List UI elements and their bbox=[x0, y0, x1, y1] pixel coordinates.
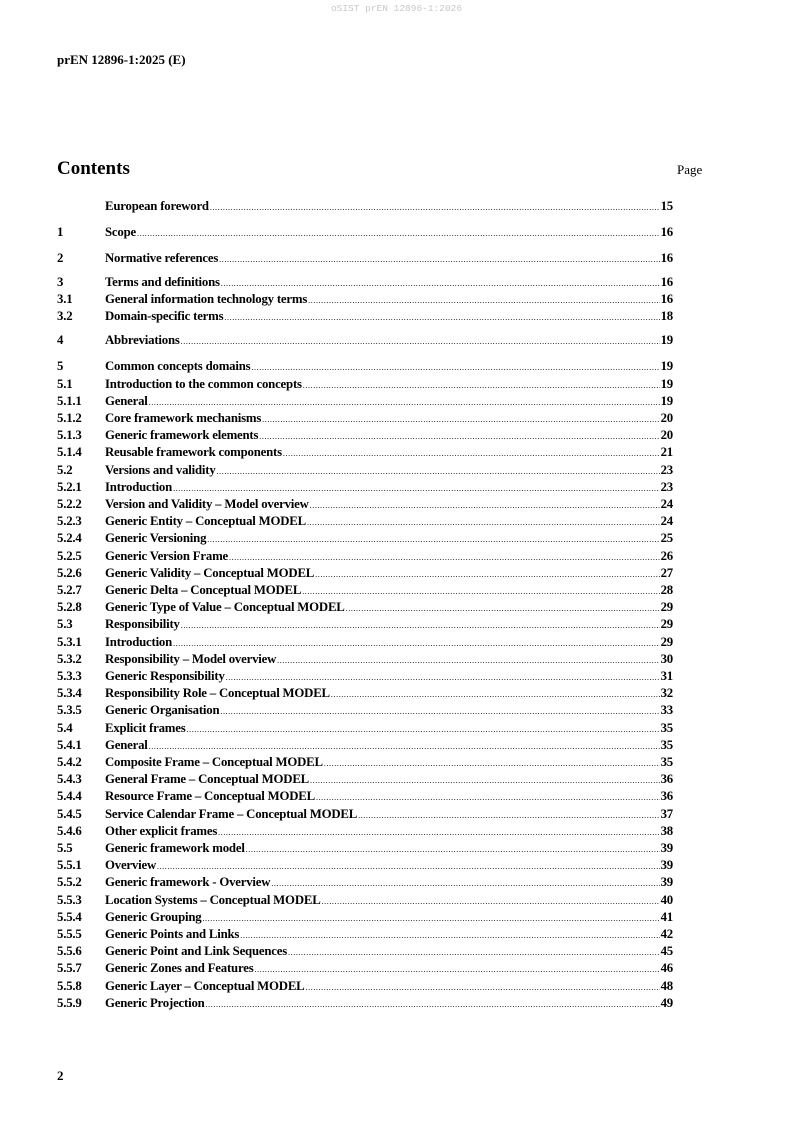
toc-entry-title: Introduction bbox=[105, 479, 173, 494]
toc-entry-title: General bbox=[105, 393, 148, 408]
toc-entry-number: 5.3 bbox=[57, 617, 73, 632]
toc-entry-number: 5.5.7 bbox=[57, 961, 82, 976]
toc-entry-number: 5.2.7 bbox=[57, 583, 82, 597]
toc-entry-number: 5.5.6 bbox=[57, 944, 82, 959]
toc-entry-page: 20 bbox=[660, 428, 673, 443]
toc-entry-number: 1 bbox=[57, 225, 64, 239]
toc-entry-page: 36 bbox=[660, 789, 673, 804]
toc-entry-number: 5.3.2 bbox=[57, 651, 82, 666]
toc-entry-page: 33 bbox=[660, 703, 673, 718]
toc-entry-number: 5.5.9 bbox=[57, 995, 82, 1010]
dot-leader bbox=[206, 1000, 660, 1009]
toc-entry-title: Explicit frames bbox=[105, 720, 186, 735]
toc-entry-title: General bbox=[105, 737, 148, 752]
toc-entry-title: Introduction bbox=[105, 634, 173, 649]
toc-entry-number: 5.2.5 bbox=[57, 548, 82, 563]
toc-entry-page: 35 bbox=[660, 755, 673, 769]
toc-entry[interactable] bbox=[57, 755, 673, 772]
document-id: prEN 12896-1:2025 (E) bbox=[57, 52, 186, 67]
toc-entry-page: 19 bbox=[660, 393, 673, 408]
dot-leader bbox=[218, 828, 659, 837]
toc-entry-number: 4 bbox=[57, 333, 64, 348]
dot-leader bbox=[219, 255, 659, 264]
dot-leader bbox=[331, 690, 660, 699]
toc-entry[interactable] bbox=[57, 583, 673, 600]
toc-entry-title: Common concepts domains bbox=[105, 359, 251, 374]
toc-entry-page: 39 bbox=[660, 841, 673, 855]
dot-leader bbox=[181, 337, 660, 346]
toc-entry[interactable] bbox=[57, 617, 673, 634]
toc-entry-page: 18 bbox=[660, 309, 673, 324]
toc-entry-title: Generic Version Frame bbox=[105, 548, 229, 563]
toc-entry-page: 23 bbox=[660, 479, 673, 494]
toc-entry-title: Generic Delta – Conceptual MODEL bbox=[105, 583, 302, 597]
toc-entry-title: Versions and validity bbox=[105, 462, 216, 477]
toc-entry-title: Generic Organisation bbox=[105, 703, 220, 718]
toc-entry-number: 5.2 bbox=[57, 462, 73, 477]
toc-entry[interactable] bbox=[57, 807, 673, 824]
toc-entry-title: Generic Type of Value – Conceptual MODEL bbox=[105, 600, 345, 615]
toc-entry-number: 5.1.3 bbox=[57, 428, 82, 443]
toc-entry-page: 25 bbox=[660, 531, 673, 546]
toc-entry-number: 5.4.2 bbox=[57, 755, 82, 769]
dot-leader bbox=[324, 759, 660, 768]
dot-leader bbox=[217, 467, 660, 476]
toc-entry-page: 40 bbox=[660, 892, 673, 907]
toc-entry-title: Reusable framework components bbox=[105, 445, 282, 460]
toc-entry[interactable] bbox=[57, 979, 673, 996]
toc-entry-page: 19 bbox=[660, 376, 673, 391]
dot-leader bbox=[210, 203, 660, 212]
toc-entry-title: Generic framework - Overview bbox=[105, 875, 271, 890]
toc-entry-page: 19 bbox=[660, 333, 673, 348]
toc-entry[interactable] bbox=[57, 514, 673, 531]
toc-entry-number: 5.1.4 bbox=[57, 445, 82, 460]
toc-entry-number: 5.4.5 bbox=[57, 806, 82, 821]
dot-leader bbox=[149, 742, 660, 751]
toc-entry-title: Generic Grouping bbox=[105, 909, 202, 924]
dot-leader bbox=[308, 296, 659, 305]
toc-entry[interactable] bbox=[57, 721, 673, 738]
toc-entry-number: 3 bbox=[57, 275, 64, 289]
dot-leader bbox=[202, 914, 659, 923]
dot-leader bbox=[322, 897, 660, 906]
dot-leader bbox=[254, 965, 659, 974]
toc-entry-page: 39 bbox=[660, 858, 673, 873]
toc-entry-title: Generic Entity – Conceptual MODEL bbox=[105, 514, 306, 529]
toc-entry-page: 20 bbox=[660, 411, 673, 425]
toc-entry-page: 37 bbox=[660, 806, 673, 821]
toc-entry-page: 24 bbox=[660, 497, 673, 511]
toc-entry-number: 5.1.2 bbox=[57, 411, 82, 425]
toc-entry-page: 23 bbox=[660, 462, 673, 477]
toc-entry-number: 5.3.1 bbox=[57, 634, 82, 649]
toc-entry-title: Composite Frame – Conceptual MODEL bbox=[105, 755, 323, 769]
toc-entry[interactable] bbox=[57, 772, 673, 789]
toc-entry-page: 16 bbox=[660, 251, 673, 265]
dot-leader bbox=[310, 501, 660, 510]
toc-entry-page: 36 bbox=[660, 772, 673, 787]
toc-entry-title: Generic Validity – Conceptual MODEL bbox=[105, 565, 315, 580]
dot-leader bbox=[251, 363, 659, 372]
toc-entry-title: Generic Responsibility bbox=[105, 669, 225, 683]
dot-leader bbox=[157, 862, 660, 871]
toc-entry[interactable] bbox=[57, 875, 673, 892]
toc-entry-page: 29 bbox=[660, 634, 673, 649]
toc-entry-page: 42 bbox=[660, 927, 673, 941]
toc-entry-page: 15 bbox=[660, 199, 673, 213]
toc-entry[interactable] bbox=[57, 927, 673, 944]
toc-entry-page: 16 bbox=[660, 275, 673, 289]
dot-leader bbox=[271, 879, 659, 888]
dot-leader bbox=[137, 229, 660, 238]
toc-entry-title: Generic Zones and Features bbox=[105, 961, 254, 976]
toc-entry[interactable] bbox=[57, 480, 673, 497]
dot-leader bbox=[310, 776, 660, 785]
dot-leader bbox=[149, 398, 660, 407]
toc-entry[interactable] bbox=[57, 944, 673, 961]
page-number: 2 bbox=[57, 1068, 64, 1083]
toc-entry-number: 5.2.1 bbox=[57, 479, 82, 494]
toc-entry[interactable] bbox=[57, 549, 673, 566]
watermark: oSIST prEN 12896-1:2026 bbox=[330, 3, 463, 14]
dot-leader bbox=[220, 707, 659, 716]
toc-entry[interactable] bbox=[57, 669, 673, 686]
toc-entry[interactable] bbox=[57, 394, 673, 411]
toc-entry-page: 27 bbox=[660, 565, 673, 580]
toc-entry[interactable] bbox=[57, 600, 673, 617]
toc-entry-title: Resource Frame – Conceptual MODEL bbox=[105, 789, 315, 804]
toc-entry[interactable] bbox=[57, 789, 673, 806]
toc-entry[interactable] bbox=[57, 309, 673, 326]
dot-leader bbox=[173, 484, 660, 493]
toc-entry-title: Service Calendar Frame – Conceptual MODEL bbox=[105, 806, 358, 821]
toc-entry[interactable] bbox=[57, 275, 673, 292]
dot-leader bbox=[306, 983, 660, 992]
toc-entry-title: European foreword bbox=[105, 199, 209, 213]
toc-entry-title: General Frame – Conceptual MODEL bbox=[105, 772, 310, 787]
toc-entry-title: Introduction to the common concepts bbox=[105, 376, 302, 391]
dot-leader bbox=[229, 553, 660, 562]
toc-entry-page: 21 bbox=[660, 445, 673, 460]
toc-entry-title: Generic Point and Link Sequences bbox=[105, 944, 288, 959]
toc-entry-number: 5.2.4 bbox=[57, 531, 82, 546]
toc-entry-page: 16 bbox=[660, 292, 673, 307]
toc-entry[interactable] bbox=[57, 377, 673, 394]
dot-leader bbox=[187, 725, 660, 734]
toc-entry[interactable] bbox=[57, 428, 673, 445]
toc-entry[interactable] bbox=[57, 858, 673, 875]
dot-leader bbox=[315, 570, 659, 579]
toc-entry-page: 41 bbox=[660, 909, 673, 924]
toc-entry[interactable] bbox=[57, 333, 673, 350]
toc-entry[interactable] bbox=[57, 686, 673, 703]
toc-entry-title: Generic Points and Links bbox=[105, 927, 240, 941]
toc-entry[interactable] bbox=[57, 531, 673, 548]
toc-entry[interactable] bbox=[57, 703, 673, 720]
toc-entry-title: Location Systems – Conceptual MODEL bbox=[105, 892, 321, 907]
toc-entry-title: Terms and definitions bbox=[105, 275, 220, 289]
toc-entry-title: Overview bbox=[105, 858, 156, 873]
toc-entry-number: 5.4.4 bbox=[57, 789, 82, 804]
toc-entry[interactable] bbox=[57, 635, 673, 652]
dot-leader bbox=[181, 621, 660, 630]
dot-leader bbox=[240, 931, 659, 940]
toc-entry-page: 30 bbox=[660, 651, 673, 666]
toc-entry-title: Other explicit frames bbox=[105, 823, 218, 838]
toc-entry-number: 5.5.4 bbox=[57, 909, 82, 924]
toc-entry-number: 5.2.3 bbox=[57, 514, 82, 529]
dot-leader bbox=[259, 432, 659, 441]
toc-entry-title: Responsibility bbox=[105, 617, 180, 632]
dot-leader bbox=[288, 948, 660, 957]
dot-leader bbox=[262, 415, 659, 424]
toc-entry-number: 5.2.8 bbox=[57, 600, 82, 615]
toc-entry[interactable] bbox=[57, 292, 673, 309]
toc-entry-page: 49 bbox=[660, 995, 673, 1010]
dot-leader bbox=[283, 449, 660, 458]
dot-leader bbox=[302, 587, 659, 596]
toc-entry[interactable] bbox=[57, 251, 673, 268]
toc-entry-number: 5.1.1 bbox=[57, 393, 82, 408]
page-column-label: Page bbox=[677, 162, 703, 177]
toc-entry-title: Abbreviations bbox=[105, 333, 180, 348]
toc-entry[interactable] bbox=[57, 411, 673, 428]
toc-entry-page: 19 bbox=[660, 359, 673, 374]
toc-entry-number: 5 bbox=[57, 359, 64, 374]
toc-entry-page: 29 bbox=[660, 600, 673, 615]
toc-entry-number: 5.3.5 bbox=[57, 703, 82, 718]
toc-entry-page: 29 bbox=[660, 617, 673, 632]
toc-entry-page: 35 bbox=[660, 720, 673, 735]
toc-entry-page: 28 bbox=[660, 583, 673, 597]
toc-entry-number: 3.2 bbox=[57, 309, 73, 324]
toc-entry-page: 38 bbox=[660, 823, 673, 838]
toc-entry[interactable] bbox=[57, 996, 673, 1013]
dot-leader bbox=[303, 381, 660, 390]
dot-leader bbox=[316, 793, 660, 802]
toc-entry-number: 5.5.1 bbox=[57, 858, 82, 873]
dot-leader bbox=[226, 673, 660, 682]
toc-entry-page: 39 bbox=[660, 875, 673, 890]
toc-entry[interactable] bbox=[57, 910, 673, 927]
toc-entry-title: Responsibility Role – Conceptual MODEL bbox=[105, 686, 330, 701]
dot-leader bbox=[173, 639, 660, 648]
toc-entry-title: Generic framework elements bbox=[105, 428, 259, 443]
toc-entry-number: 5.3.4 bbox=[57, 686, 82, 701]
dot-leader bbox=[358, 811, 660, 820]
toc-entry-title: Scope bbox=[105, 225, 136, 239]
toc-entry-title: Normative references bbox=[105, 251, 219, 265]
toc-entry-number: 5.5.2 bbox=[57, 875, 82, 890]
toc-entry[interactable] bbox=[57, 497, 673, 514]
toc-entry[interactable] bbox=[57, 738, 673, 755]
contents-heading: Contents bbox=[57, 158, 130, 179]
toc-entry-number: 5.2.6 bbox=[57, 565, 82, 580]
toc-entry-page: 46 bbox=[660, 961, 673, 976]
toc-entry-page: 45 bbox=[660, 944, 673, 959]
toc-entry-page: 48 bbox=[660, 978, 673, 993]
toc-entry[interactable] bbox=[57, 566, 673, 583]
toc-entry-number: 5.4.3 bbox=[57, 772, 82, 787]
toc-entry-title: Version and Validity – Model overview bbox=[105, 497, 309, 511]
toc-entry[interactable] bbox=[57, 463, 673, 480]
toc-entry-number: 5.5.8 bbox=[57, 978, 82, 993]
toc-entry-number: 5.5 bbox=[57, 841, 73, 855]
toc-entry-number: 5.4 bbox=[57, 720, 73, 735]
toc-entry-title: Generic framework model bbox=[105, 841, 245, 855]
toc-entry-number: 5.5.3 bbox=[57, 892, 82, 907]
toc-entry-number: 5.1 bbox=[57, 376, 73, 391]
toc-entry[interactable] bbox=[57, 225, 673, 242]
toc-entry[interactable] bbox=[57, 893, 673, 910]
toc-entry-title: Core framework mechanisms bbox=[105, 411, 262, 425]
toc-entry-number: 5.4.6 bbox=[57, 823, 82, 838]
toc-entry-title: Responsibility – Model overview bbox=[105, 651, 277, 666]
toc-entry-title: General information technology terms bbox=[105, 292, 308, 307]
dot-leader bbox=[277, 656, 659, 665]
toc-entry-number: 2 bbox=[57, 251, 64, 265]
toc-entry-title: Domain-specific terms bbox=[105, 309, 224, 324]
toc-entry[interactable] bbox=[57, 961, 673, 978]
dot-leader bbox=[207, 535, 659, 544]
toc-entry-page: 31 bbox=[660, 669, 673, 683]
toc-entry[interactable] bbox=[57, 445, 673, 462]
toc-entry-page: 32 bbox=[660, 686, 673, 701]
dot-leader bbox=[224, 313, 659, 322]
toc-entry-page: 35 bbox=[660, 737, 673, 752]
toc-entry[interactable] bbox=[57, 652, 673, 669]
toc-entry[interactable] bbox=[57, 824, 673, 841]
dot-leader bbox=[346, 604, 660, 613]
toc-entry-page: 26 bbox=[660, 548, 673, 563]
toc-entry-title: Generic Layer – Conceptual MODEL bbox=[105, 978, 305, 993]
toc-entry[interactable] bbox=[57, 841, 673, 858]
toc-entry-number: 3.1 bbox=[57, 292, 73, 307]
toc-entry-number: 5.4.1 bbox=[57, 737, 82, 752]
toc-entry[interactable] bbox=[57, 359, 673, 376]
toc-entry-number: 5.5.5 bbox=[57, 927, 82, 941]
toc-entry-title: Generic Projection bbox=[105, 995, 205, 1010]
dot-leader bbox=[221, 279, 660, 288]
toc-entry-number: 5.2.2 bbox=[57, 497, 82, 511]
toc-entry-number: 5.3.3 bbox=[57, 669, 82, 683]
dot-leader bbox=[307, 518, 660, 527]
toc-entry-title: Generic Versioning bbox=[105, 531, 207, 546]
toc-entry[interactable] bbox=[57, 199, 673, 216]
toc-entry-page: 24 bbox=[660, 514, 673, 529]
toc-entry-page: 16 bbox=[660, 225, 673, 239]
dot-leader bbox=[246, 845, 660, 854]
